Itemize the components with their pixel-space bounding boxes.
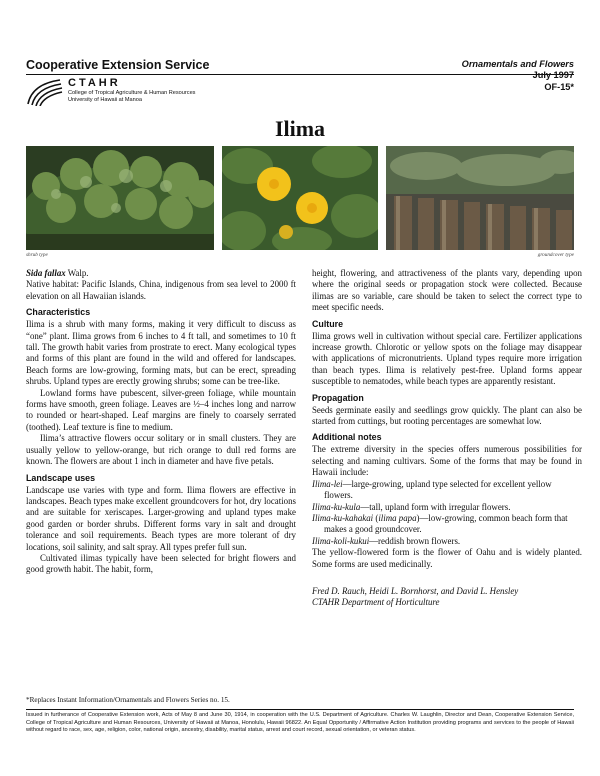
publication-code: OF-15* [544,81,574,92]
culture-heading: Culture [312,318,344,329]
logo-college-line: College of Tropical Agriculture & Human Resources [68,90,196,96]
right-column [312,268,582,609]
logo-acronym: CTAHR [68,77,121,89]
page-title: Ilima [274,116,326,141]
department: CTAHR Department of Horticulture [312,597,440,608]
characteristics-paragraph-3: Ilima’s attractive flowers occur solitary or in small clusters. They are usually yellow to yellow-orange, but rich orange to dull red forms are known. The flowers are about 1 inch in diameter and have five petals. [26,433,296,467]
form-item: Ilima-lei—large-growing, upland type selected for excellent yellow flowers. [312,478,552,501]
left-column [26,268,296,576]
footnote: *Replaces Instant Information/Ornamentals and Flowers Series no. 15. [26,696,230,704]
logo-university-line: University of Hawaii at Manoa [68,97,142,103]
propagation-heading: Propagation [312,392,364,403]
characteristics-heading: Characteristics [26,307,91,318]
characteristics-paragraph-2: Lowland forms have pubescent, silver-green foliage, while mountain forms have smooth, green foliage. Leaves are ½–4 inches long and narrow to rounded or heart-shaped. Leaf margins are finely to coarsely serrated (toothed). Leaf texture is fine to medium. [26,387,296,432]
form-item: Ilima-ku-kula—tall, upland form with irregular flowers. [312,501,511,512]
shrub-photo [26,146,214,250]
notes-intro: The extreme diversity in the species offers numerous possibilities for selecting and naming cultivars. Some of the forms that may be found in Hawaii include: [312,444,582,478]
landscape-paragraph-2: Cultivated ilimas typically have been selected for bright flowers and good growth habit. The habit, form, [26,552,296,575]
ctahr-logo-icon [26,78,64,106]
footer-text: Issued in furtherance of Cooperative Extension work, Acts of May 8 and June 30, 1914, in cooperation with the U.S. Department of Agriculture. Charles W. Laughlin, Director and Dean, Cooperative Extension Service, College of Tropical Agriculture and Human Resources, University of Hawaii at Manoa, Honolulu, Hawaii 96822. An Equal Opportunity / Affirmative Action Institution providing programs and services to the people of Hawaii without regard to race, sex, age, religion, color, national origin, ancestry, disability, marital status, arrest and court record, sexual orientation, or veteran status. [26,712,574,734]
groundcover-caption: groundcover type [537,252,574,258]
flower-photo [222,146,378,250]
characteristics-paragraph-1: Ilima is a shrub with many forms, making it very difficult to discuss as “one” plant. Ilima grows from 6 inches to 4 ft tall, and sometimes to 10 ft tall. The growth habit varies from prostrate to erect. Many ecological types and forms of this plant are found in the wild and offered for landscapes. Beach forms are low-growing, forming mats, but can be erect, spreading shrubs. Upland types are erectly growing shrubs; some can be tree-like. [26,319,296,387]
species-author: Walp. [65,268,89,278]
closing-paragraph: The yellow-flowered form is the flower of Oahu and is widely planted. Some forms are used medicinally. [312,547,582,569]
notes-heading: Additional notes [312,432,382,443]
series-block [462,59,574,93]
form-item: Ilima-ku-kahakai (ilima papa)—low-growing, common beach form that makes a good groundcover. [312,512,568,535]
authors: Fred D. Rauch, Heidi L. Bornhorst, and David L. Hensley [312,585,519,596]
series-name: Ornamentals and Flowers [461,59,574,69]
habitat-text: Native habitat: Pacific Islands, China, indigenous from sea level to 2000 ft elevation on all Hawaiian islands. [26,279,296,301]
groundcover-photo [386,146,574,250]
shrub-caption: shrub type [26,252,48,258]
org-name: Cooperative Extension Service [26,58,210,72]
propagation-paragraph: Seeds germinate easily and seedlings grow quickly. The plant can also be started from cuttings, but rooting percentages are somewhat low. [312,404,582,427]
landscape-heading: Landscape uses [26,472,96,483]
landscape-paragraph-1: Landscape use varies with type and form. Ilima flowers are effective in landscapes. Beach types make excellent groundcovers for hot, dry locations and are suitable for xeriscapes. Larger-growing and upland types make good garden or border shrubs. Different forms vary in salt and drought tolerance and soil requirements. Beach types are more tolerant of dry locations, soil salinity, and salt spray. All types prefer full sun. [26,484,296,552]
scientific-name [26,268,296,279]
culture-paragraph: Ilima grows well in cultivation without special care. Fertilizer applications increase growth. Chlorotic or yellow spots on the foliage may disappear with applications of micronutrients. Upland types require more irrigation than beach types. Ilima is relatively pest-free. Upland forms appear susceptible to nematodes, while beach types are apparently resistant. [312,330,582,387]
form-item: Ilima-koli-kukui—reddish brown flowers. [312,535,461,546]
landscape-continuation: height, flowering, and attractiveness of the plants vary, depending upon where the original seeds or propagation stock were collected. Because ilimas are so variable, care should be taken to select the correct type to meet specific needs. [312,268,582,313]
publication-date: July 1997 [532,70,574,81]
footer-rule [26,709,574,710]
species-name: Sida fallax [26,268,66,278]
